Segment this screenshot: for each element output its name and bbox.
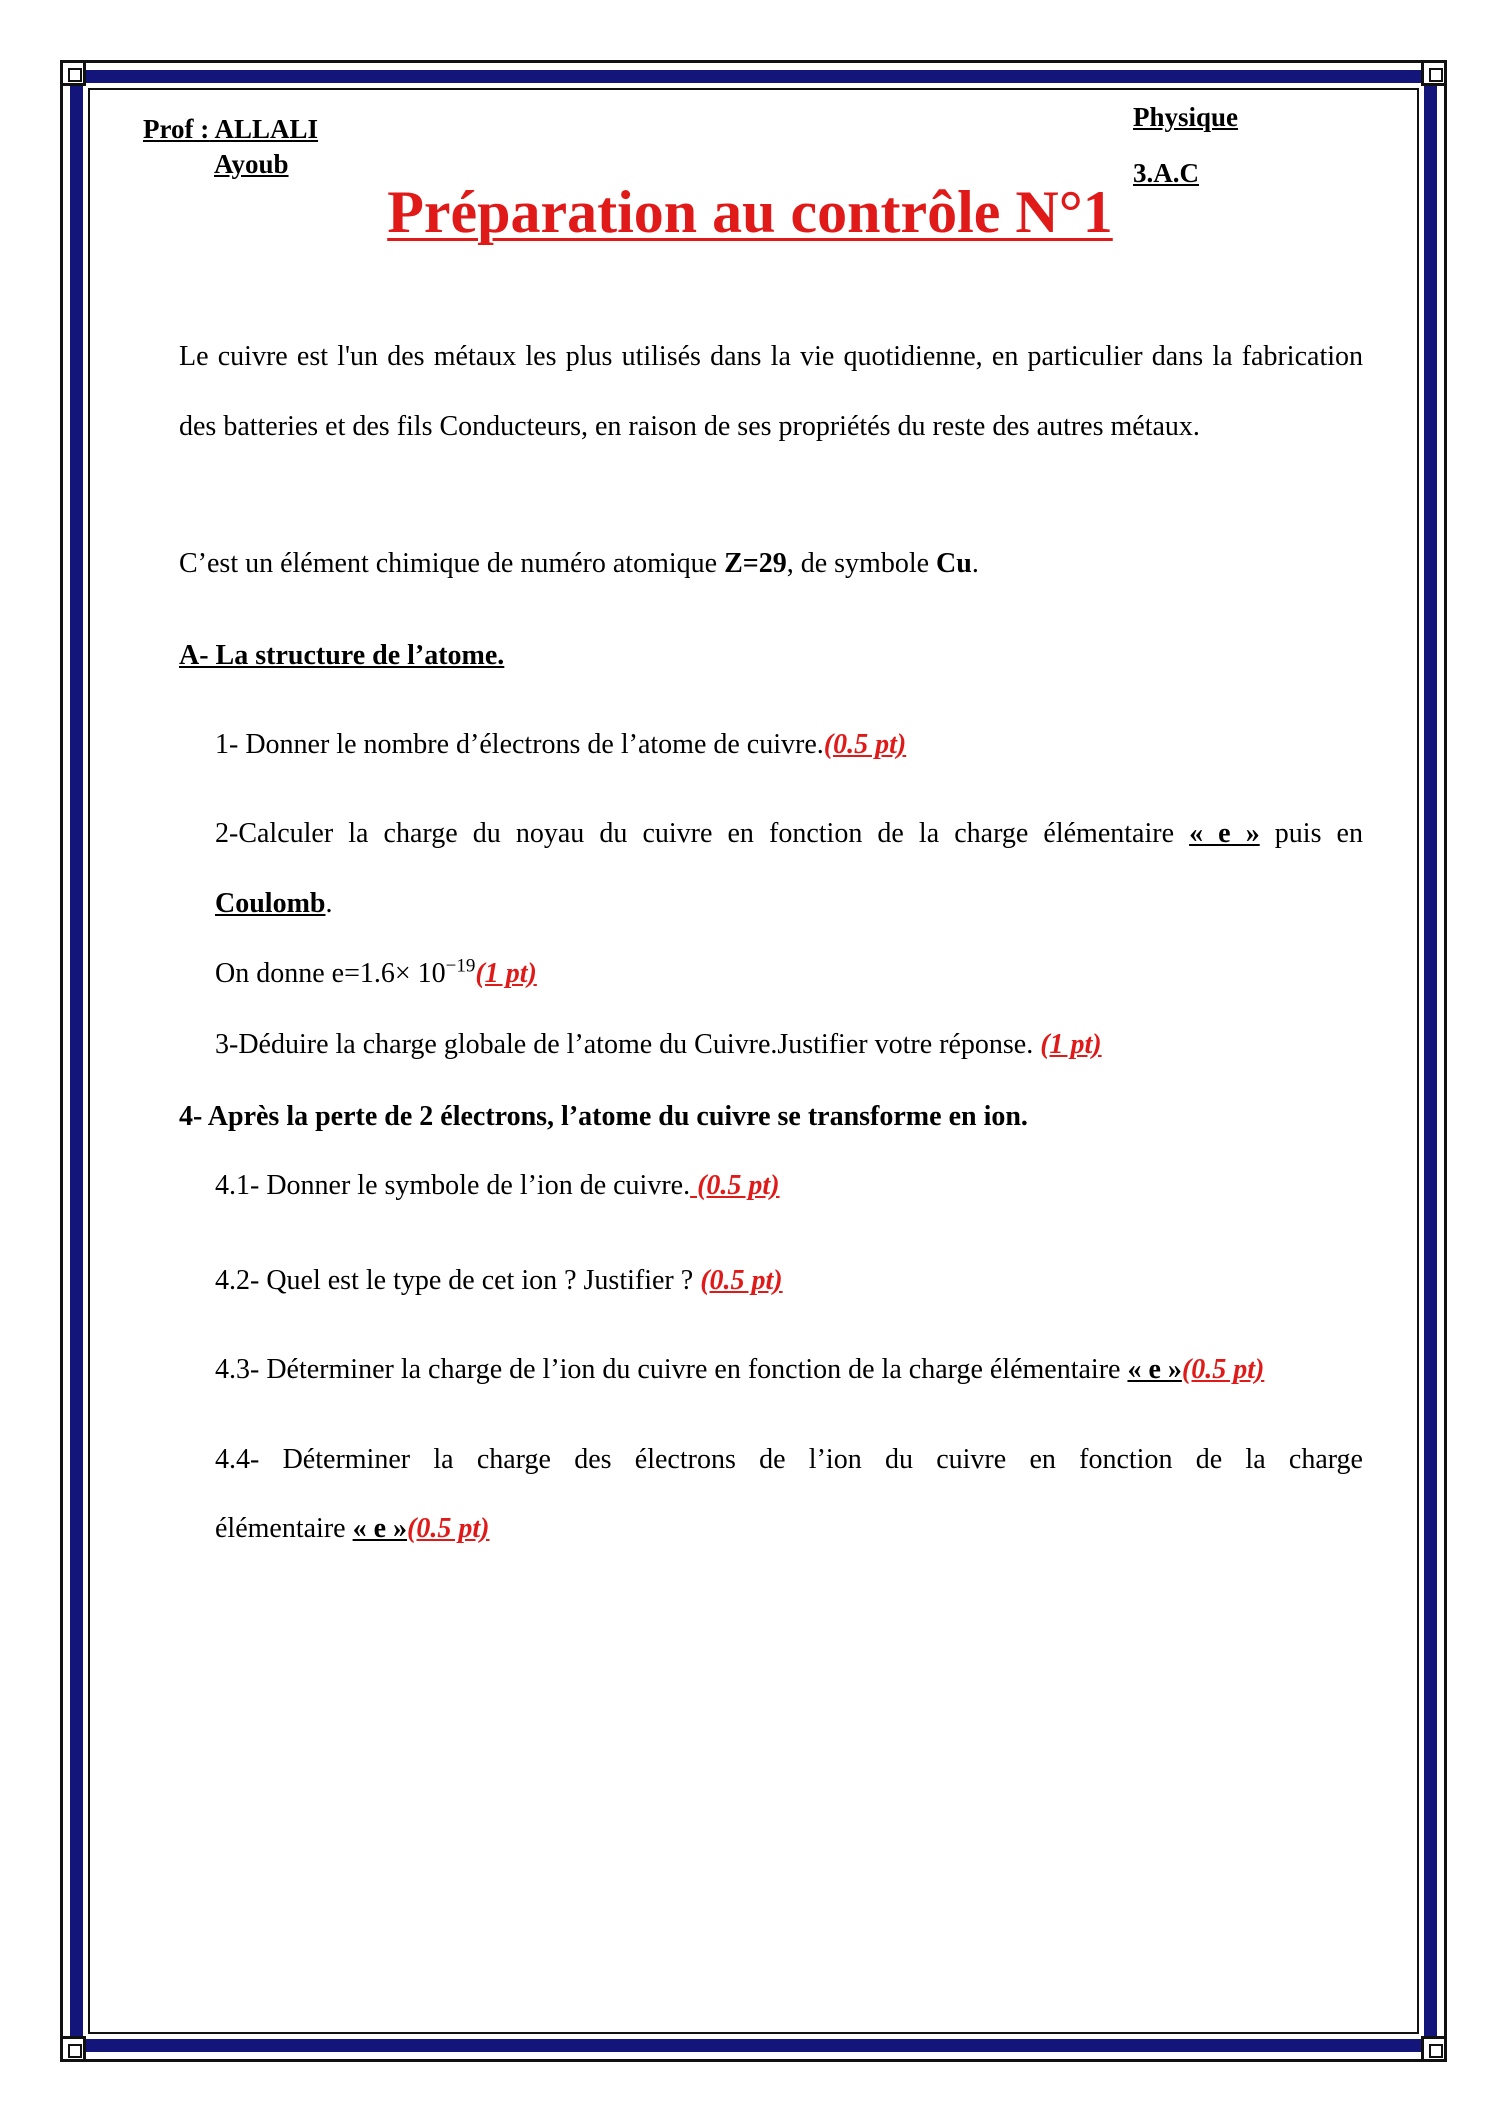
coulomb-unit: Coulomb bbox=[215, 888, 326, 919]
points-badge: (1 pt) bbox=[475, 958, 537, 989]
points-badge: (0.5 pt) bbox=[407, 1513, 490, 1544]
element-symbol: Cu bbox=[936, 548, 972, 579]
question-4-3: 4.3- Déterminer la charge de l’ion du cuivre en fonction de la charge élémentaire « e »(0.5 pt) bbox=[215, 1354, 1265, 1385]
question-2-line-1: 2-Calculer la charge du noyau du cuivre en fonction de la charge élémentaire « e » puis en bbox=[215, 818, 1363, 849]
question-4-2: 4.2- Quel est le type de cet ion ? Justifier ? (0.5 pt) bbox=[215, 1265, 783, 1296]
points-badge: (0.5 pt) bbox=[823, 729, 907, 760]
elementary-charge-symbol: « e » bbox=[1127, 1354, 1182, 1385]
question-2-line-2: Coulomb. bbox=[215, 888, 333, 919]
question-1: 1- Donner le nombre d’électrons de l’atome de cuivre.(0.5 pt) bbox=[215, 729, 907, 760]
question-3: 3-Déduire la charge globale de l’atome du Cuivre.Justifier votre réponse. (1 pt) bbox=[215, 1029, 1102, 1060]
corner-ornament-bottom-right bbox=[1421, 2036, 1447, 2062]
subject-label: Physique bbox=[1133, 102, 1239, 132]
corner-ornament-top-right bbox=[1421, 60, 1447, 86]
question-4-heading: 4- Après la perte de 2 électrons, l’atome du cuivre se transforme en ion. bbox=[179, 1101, 1028, 1132]
prof-firstname: Ayoub bbox=[214, 149, 289, 179]
elementary-charge-symbol: « e » bbox=[1189, 818, 1260, 849]
section-a-heading: A- La structure de l’atome. bbox=[179, 640, 505, 671]
corner-ornament-bottom-left bbox=[60, 2036, 86, 2062]
corner-ornament-top-left bbox=[60, 60, 86, 86]
question-4-4-line-2: élémentaire « e »(0.5 pt) bbox=[215, 1513, 490, 1544]
page-title: Préparation au contrôle N°1 bbox=[387, 179, 1113, 245]
question-4-4-line-1: 4.4- Déterminer la charge des électrons de l’ion du cuivre en fonction de la charge bbox=[215, 1444, 1363, 1475]
prof-name: ALLALI bbox=[214, 114, 319, 144]
question-4-1: 4.1- Donner le symbole de l’ion de cuivre. (0.5 pt) bbox=[215, 1170, 780, 1201]
intro-paragraph: Le cuivre est l'un des métaux les plus utilisés dans la vie quotidienne, en particulier dans la fabrication des batteries et des fils Conducteurs, en raison de ses propriétés du reste des autres métaux. bbox=[179, 341, 1363, 442]
points-badge: (0.5 pt) bbox=[690, 1170, 780, 1201]
prof-label: Prof : bbox=[143, 114, 210, 144]
points-badge: (0.5 pt) bbox=[1181, 1354, 1265, 1385]
question-2-given: On donne $e=1.6\times 10^{-19}(1$ pt) bbox=[215, 955, 537, 989]
teacher-label bbox=[143, 114, 318, 145]
elementary-charge-symbol: « e » bbox=[352, 1513, 408, 1544]
points-badge: (0.5 pt) bbox=[700, 1265, 783, 1296]
exponent: −19 bbox=[445, 955, 476, 977]
intro-element-line: C’est un élément chimique de numéro atomique Z=29, de symbole Cu. bbox=[179, 548, 979, 579]
atomic-number: Z=29 bbox=[724, 548, 787, 579]
class-label: 3.A.C bbox=[1133, 158, 1199, 188]
points-badge: (1 pt) bbox=[1040, 1029, 1102, 1060]
